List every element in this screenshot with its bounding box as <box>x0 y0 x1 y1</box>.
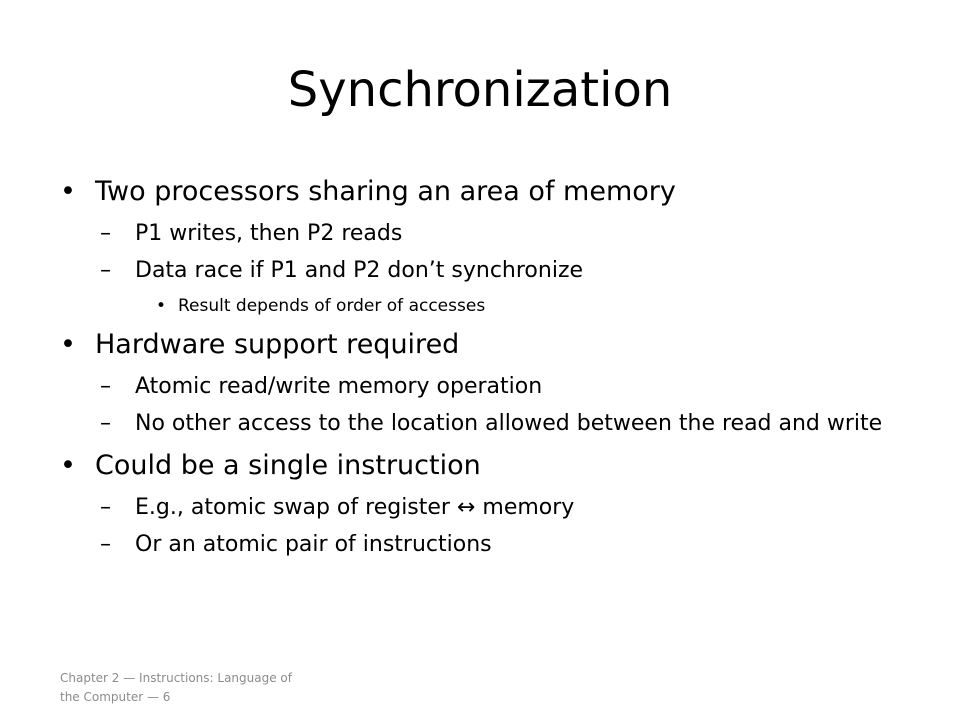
bullet-icon: • <box>60 329 76 360</box>
bullet-text: Could be a single instruction <box>95 450 481 481</box>
slide-body <box>60 172 910 560</box>
dash-icon: – <box>100 221 111 246</box>
bullet-item <box>60 446 910 486</box>
dash-icon: – <box>100 374 111 399</box>
sub-bullet-item <box>60 492 910 523</box>
bullet-text: Two processors sharing an area of memory <box>95 176 676 207</box>
sub-bullet-text: Atomic read/write memory operation <box>135 374 543 399</box>
sub-bullet-item <box>60 529 910 560</box>
bullet-item <box>60 172 910 212</box>
sub-bullet-item <box>60 218 910 249</box>
dash-icon: – <box>100 258 111 283</box>
dash-icon: – <box>100 411 111 436</box>
sub-bullet-text: Data race if P1 and P2 don’t synchronize <box>135 258 584 283</box>
sub-bullet-text: E.g., atomic swap of register ↔ memory <box>135 495 575 520</box>
sub-bullet-text: P1 writes, then P2 reads <box>135 221 403 246</box>
sub-bullet-item <box>60 255 910 286</box>
sub-bullet-text: Or an atomic pair of instructions <box>135 532 492 557</box>
sub-sub-bullet-item <box>60 294 910 318</box>
bullet-item <box>60 325 910 365</box>
sub-bullet-item <box>60 408 910 439</box>
slide-title: Synchronization <box>287 62 673 118</box>
bullet-icon: • <box>60 176 76 207</box>
sub-sub-bullet-text: Result depends of order of accesses <box>178 296 486 316</box>
dash-icon: – <box>100 495 111 520</box>
slide-footer: Chapter 2 — Instructions: Language of the Computer — 6 <box>60 671 292 704</box>
sub-bullet-text: No other access to the location allowed between the read and write <box>135 411 883 436</box>
bullet-text: Hardware support required <box>95 329 460 360</box>
dash-icon: – <box>100 532 111 557</box>
bullet-icon: • <box>60 450 76 481</box>
bullet-icon: • <box>156 296 167 316</box>
sub-bullet-item <box>60 371 910 402</box>
